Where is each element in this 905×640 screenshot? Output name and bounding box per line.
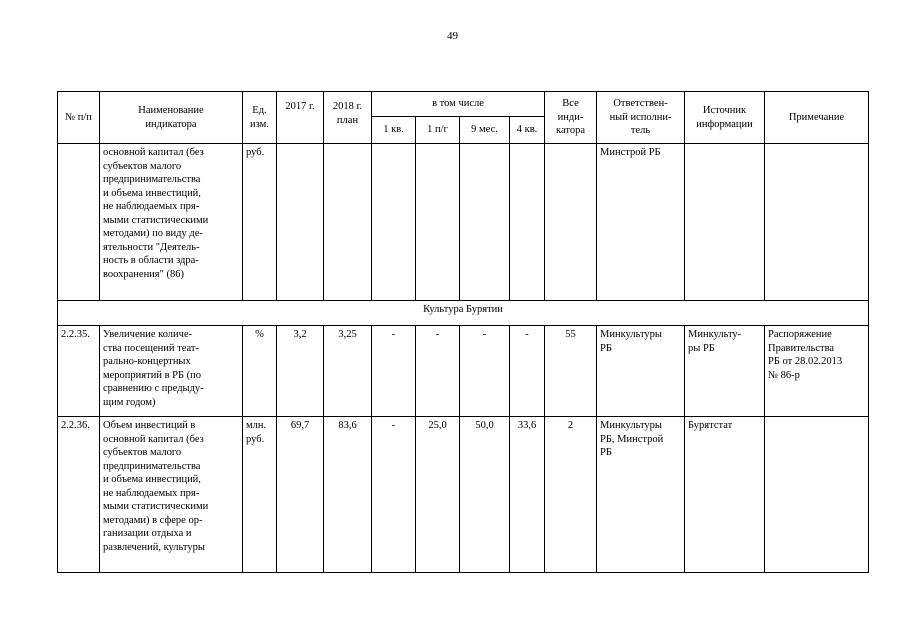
text-line: изм. (250, 118, 269, 130)
cell-h1 (416, 144, 460, 301)
header-note: Примечание (765, 92, 869, 144)
text-line: и объема инвестиций, (103, 187, 201, 199)
cell-9m: 50,0 (460, 417, 510, 573)
header-q1: 1 кв. (372, 117, 416, 144)
table-row (58, 144, 869, 301)
cell-h1: 25,0 (416, 417, 460, 573)
text-line: № 86-р (768, 369, 800, 381)
cell-2018: 83,6 (324, 417, 372, 573)
cell-name (100, 144, 243, 301)
header-source (685, 92, 765, 144)
cell-note (765, 326, 869, 417)
header-resp (597, 92, 685, 144)
text-line: план (336, 114, 359, 126)
text-line: РБ (600, 342, 612, 354)
text-line: и объема инвестиций, (103, 474, 201, 485)
text-line: % (255, 329, 264, 340)
text-line: методами) в сфере ор- (103, 514, 203, 526)
table-row (58, 417, 869, 573)
text-line: развлечений, культуры (103, 541, 205, 553)
header-num: № п/п (58, 92, 100, 144)
cell-source (685, 326, 765, 417)
text-line: Источник (702, 105, 747, 116)
text-line: Минстрой РБ (600, 147, 661, 158)
text-line: Минкультуры (600, 420, 662, 431)
text-line: субъектов малого (103, 160, 182, 172)
text-line: индикатора (145, 118, 197, 130)
cell-2017: 3,2 (277, 326, 324, 417)
cell-2017: 69,7 (277, 417, 324, 573)
text-line: Минкультуры (600, 329, 662, 340)
cell-name (100, 326, 243, 417)
cell-h1: - (416, 326, 460, 417)
cell-q4 (510, 144, 545, 301)
header-h1: 1 п/г (416, 117, 460, 144)
text-line: РБ, Минстрой (600, 433, 664, 445)
text-line: Наименование (138, 105, 204, 116)
text-line: Правительства (768, 342, 835, 354)
text-line: ства посещений теат- (103, 342, 200, 354)
text-line: ятельности "Деятель- (103, 241, 200, 253)
header-9m: 9 мес. (460, 117, 510, 144)
text-line: ность в области здра- (103, 255, 199, 266)
cell-name (100, 417, 243, 573)
cell-q1: - (372, 326, 416, 417)
text-line: щим годом) (103, 396, 156, 408)
text-line: сравнению с предыду- (103, 383, 204, 394)
text-line: информации (696, 118, 753, 130)
cell-source (685, 417, 765, 573)
header-2017: 2017 г. (277, 92, 324, 144)
section-row (58, 301, 869, 326)
cell-q1 (372, 144, 416, 301)
text-line: Объем инвестиций в (103, 420, 196, 431)
cell-source (685, 144, 765, 301)
cell-all: 2 (545, 417, 597, 573)
text-line: руб. (246, 147, 265, 158)
cell-all: 55 (545, 326, 597, 417)
header-unit (243, 92, 277, 144)
text-line: Минкульту- (688, 329, 742, 340)
text-line: рально-концертных (103, 356, 191, 367)
cell-q1: - (372, 417, 416, 573)
text-line: тель (630, 125, 651, 137)
cell-9m (460, 144, 510, 301)
section-title: Культура Бурятии (58, 301, 869, 326)
text-line: предпринимательства (103, 460, 201, 472)
cell-q4: 33,6 (510, 417, 545, 573)
text-line: Бурятстат (688, 420, 733, 431)
text-line: не наблюдаемых пря- (103, 487, 200, 499)
cell-2018 (324, 144, 372, 301)
text-line: Ед. (252, 105, 267, 116)
cell-9m: - (460, 326, 510, 417)
cell-note (765, 417, 869, 573)
text-line: мыми статистическими (103, 501, 209, 512)
header-all (545, 92, 597, 144)
text-line: Все (562, 98, 579, 110)
text-line: мыми статистическими (103, 214, 209, 226)
cell-resp (597, 326, 685, 417)
text-line: ганизации отдыха и (103, 528, 192, 539)
header-q4: 4 кв. (510, 117, 545, 144)
text-line: основной капитал (без (103, 147, 204, 158)
text-line: млн. (246, 420, 267, 431)
cell-resp (597, 417, 685, 573)
text-line: РБ (600, 447, 612, 458)
text-line: методами) по виду де- (103, 228, 203, 239)
header-incl: в том числе (372, 92, 545, 117)
cell-num (58, 144, 100, 301)
text-line: не наблюдаемых пря- (103, 201, 200, 212)
text-line: субъектов малого (103, 447, 182, 458)
page-number: 49 (447, 30, 458, 42)
text-line: ры РБ (688, 342, 715, 354)
cell-resp (597, 144, 685, 301)
cell-all (545, 144, 597, 301)
text-line: ный исполни- (609, 111, 672, 123)
text-line: руб. (246, 433, 265, 445)
text-line: Увеличение количе- (103, 329, 193, 340)
indicators-table (57, 91, 869, 573)
text-line: Ответствен- (613, 98, 668, 110)
header-2018 (324, 92, 372, 144)
cell-note (765, 144, 869, 301)
table-row (58, 326, 869, 417)
header-name (100, 92, 243, 144)
cell-unit (243, 144, 277, 301)
text-line: мероприятий в РБ (по (103, 369, 202, 381)
text-line: инди- (557, 111, 584, 123)
text-line: воохранения" (86) (103, 268, 185, 280)
cell-num: 2.2.35. (58, 326, 100, 417)
cell-q4: - (510, 326, 545, 417)
text-line: 2018 г. (332, 101, 363, 112)
text-line: основной капитал (без (103, 433, 204, 445)
cell-num: 2.2.36. (58, 417, 100, 573)
cell-2018: 3,25 (324, 326, 372, 417)
text-line: Распоряжение (768, 329, 832, 340)
cell-unit (243, 326, 277, 417)
text-line: РБ от 28.02.2013 (768, 356, 843, 367)
text-line: катора (556, 125, 585, 137)
cell-unit (243, 417, 277, 573)
header-row (58, 92, 869, 117)
text-line: предпринимательства (103, 174, 201, 185)
cell-2017 (277, 144, 324, 301)
